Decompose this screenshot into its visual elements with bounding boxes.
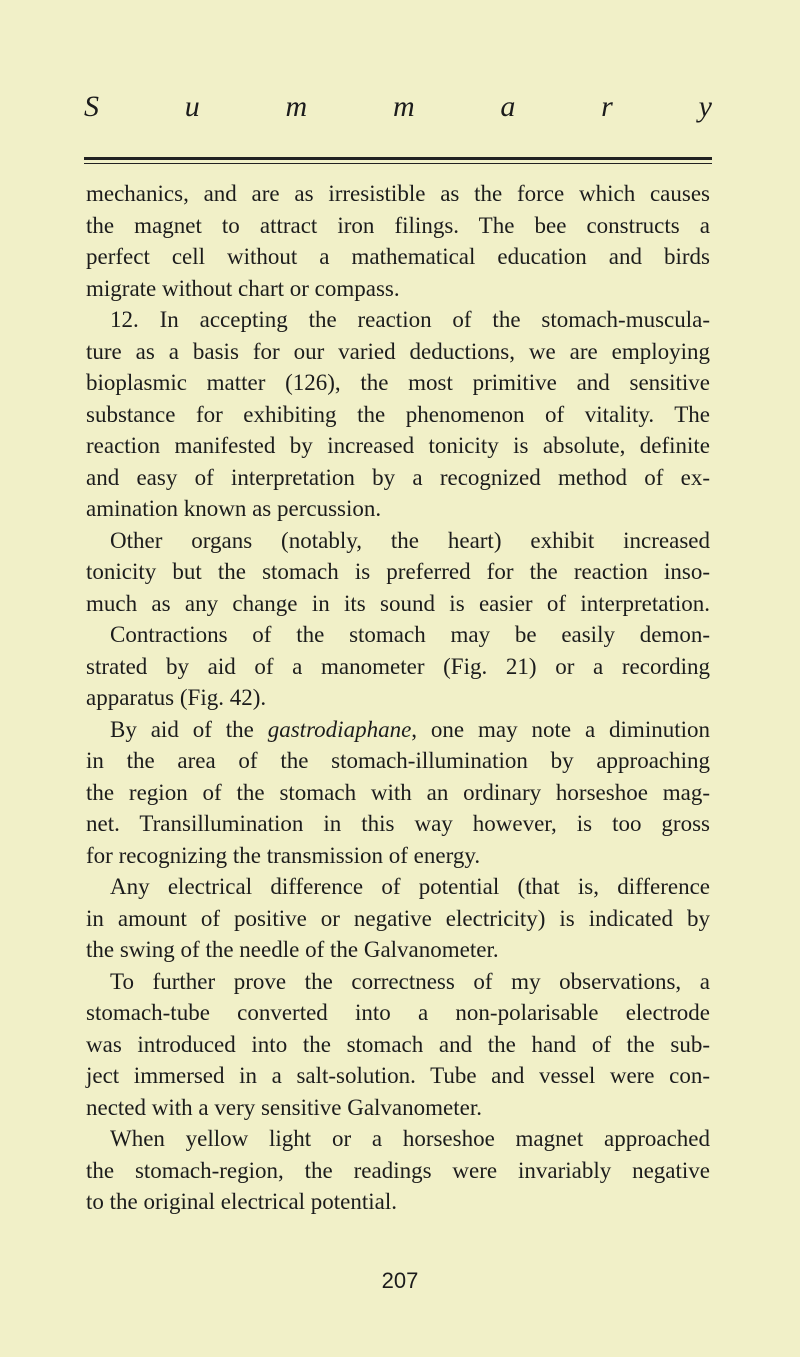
text-run: By aid of the: [110, 716, 254, 742]
header-letter: u: [184, 90, 200, 123]
text-line: amination known as percussion.: [86, 496, 382, 521]
text-line: the magnet to attract iron filings. The bee constructs a: [86, 212, 710, 238]
text-line: reaction manifested by increased tonicity is absolute, definite: [86, 433, 710, 458]
text-line: mechanics, and are as irresistible as the force which causes: [86, 181, 710, 206]
text-line: and easy of interpretation by a recognized method of ex-: [86, 464, 710, 490]
text-line: apparatus (Fig. 42).: [86, 685, 267, 710]
text-line: ject immersed in a salt-solution. Tube and vessel were con-: [86, 1063, 710, 1088]
text-line: When yellow light or a horseshoe magnet approached: [110, 1126, 710, 1151]
text-line: Any electrical difference of potential (that is, difference: [110, 874, 710, 899]
italic-term: gastrodiaphane: [267, 716, 412, 742]
header-letter: r: [601, 90, 613, 123]
header-letter: m: [285, 90, 308, 123]
text-line: bioplasmic matter (126), the most primitive and sensitive: [86, 370, 710, 395]
header-title: [84, 90, 712, 124]
text-line: nected with a very sensitive Galvanometer.: [86, 1094, 482, 1120]
text-line: ture as a basis for our varied deductions, we are employing: [86, 338, 710, 364]
header-letter: m: [392, 90, 415, 123]
text-line: the region of the stomach with an ordinary horseshoe mag-: [86, 779, 710, 805]
text-line: migrate without chart or compass.: [86, 275, 400, 301]
text-line: for recognizing the transmission of energy.: [86, 842, 481, 868]
header-letter: y: [698, 90, 712, 123]
body-text: [86, 178, 710, 1218]
text-line: tonicity but the stomach is preferred for the reaction inso-: [86, 559, 710, 584]
text-line: was introduced into the stomach and the hand of the sub-: [86, 1031, 710, 1057]
text-line: Contractions of the stomach may be easily demon-: [110, 622, 710, 647]
text-line: the stomach-region, the readings were invariably negative: [86, 1157, 710, 1183]
text-line: in the area of the stomach-illumination by approaching: [86, 748, 710, 773]
text-line: net. Transillumination in this way however, is too gross: [86, 811, 710, 836]
header-rule-thick: [84, 157, 712, 160]
text-line: much as any change in its sound is easier of interpretation.: [86, 590, 710, 616]
header-rule-thin: [84, 163, 712, 164]
text-line: Other organs (notably, the heart) exhibit increased: [110, 527, 710, 553]
text-line: the swing of the needle of the Galvanometer.: [86, 937, 499, 962]
header-letter: S: [84, 90, 99, 123]
text-line: substance for exhibiting the phenomenon of vitality. The: [86, 401, 710, 427]
text-line: 12. In accepting the reaction of the stomach-muscula-: [110, 307, 710, 332]
text-run: , one may note a diminution: [411, 716, 710, 742]
header-letter: a: [500, 90, 516, 123]
text-line: strated by aid of a manometer (Fig. 21) or a recording: [86, 653, 710, 679]
text-line: to the original electrical potential.: [86, 1189, 398, 1214]
running-header: [84, 90, 712, 130]
text-line-with-italic: [86, 714, 710, 746]
text-line: perfect cell without a mathematical education and birds: [86, 244, 710, 269]
text-line: stomach-tube converted into a non-polarisable electrode: [86, 1000, 710, 1025]
text-line: To further prove the correctness of my observations, a: [110, 968, 710, 994]
text-line: in amount of positive or negative electricity) is indicated by: [86, 905, 710, 931]
page-number: 207: [381, 1268, 419, 1293]
